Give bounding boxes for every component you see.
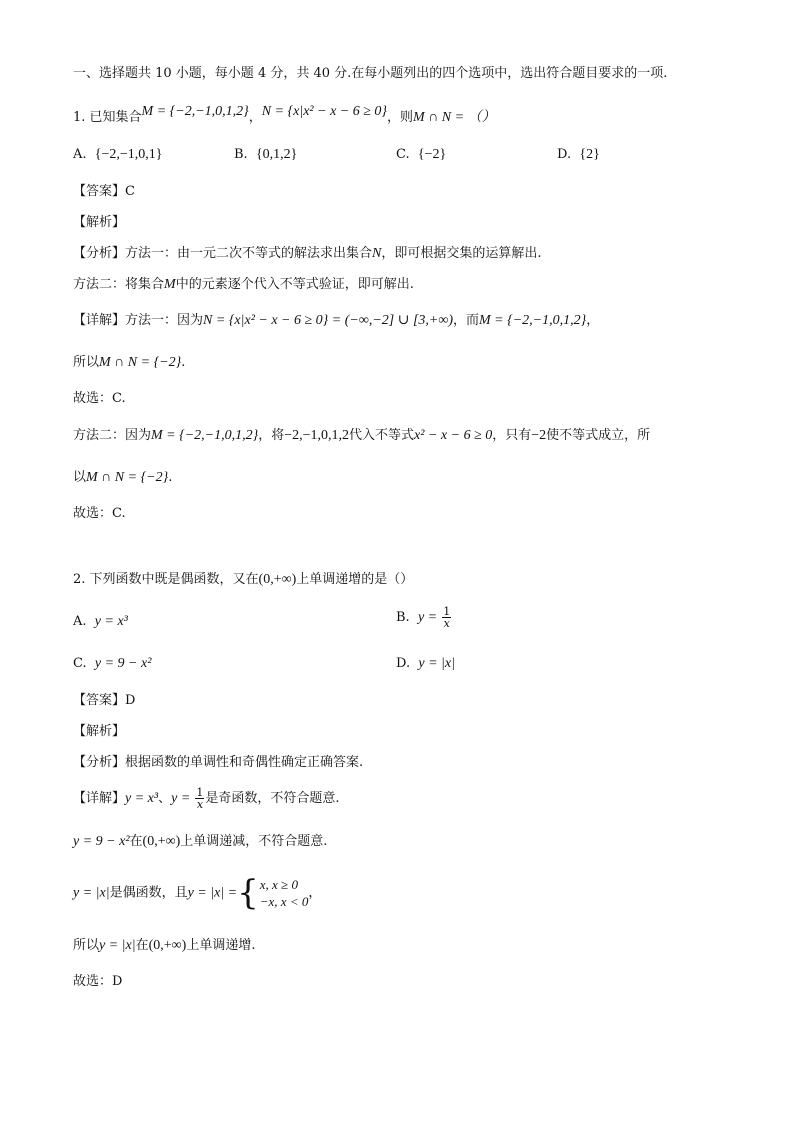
q2-case1: x, x ≥ 0	[259, 877, 298, 892]
q2-piecewise	[237, 873, 309, 913]
q1-m2-line2-b: .	[168, 470, 173, 485]
q1-method2-var: M	[164, 277, 176, 292]
q2-option-b-numerator: 1	[443, 605, 451, 618]
q2-line4-interval: (0,+∞)	[148, 938, 187, 953]
q1-answer	[73, 182, 135, 202]
q1-m2-line2-expr: M ∩ N = {−2}	[86, 470, 169, 485]
q2-option-b-pre: y =	[417, 610, 438, 625]
q2-line2-expr: y = 9 − x²	[73, 834, 130, 849]
q2-line4-b: 在	[135, 938, 149, 953]
q2-detail	[73, 787, 340, 810]
q2-detail-f2-pre: y =	[171, 791, 191, 806]
q2-analysis-tag-text: 【解析】	[73, 724, 126, 739]
q1-m2-line2	[73, 468, 172, 488]
section-header-text: 一、选择题共 10 小题，每小题 4 分，共 40 分.在每小题列出的四个选项中，选出符合题目要求的一项.	[73, 66, 668, 81]
q2-detail-f1: y = x³	[125, 791, 159, 806]
q2-line3-a: 是偶函数，且	[109, 885, 188, 901]
q2-option-b-denominator: x	[443, 617, 450, 630]
q2-answer-value: D	[125, 693, 136, 708]
q2-line4	[73, 936, 255, 956]
q1-m2-c: 代入不等式	[349, 428, 415, 443]
q1-choose1-text: 故选：C.	[73, 391, 126, 406]
q1-method2	[73, 275, 414, 295]
q1-analysis-tag-text: 【解析】	[73, 215, 126, 230]
q1-answer-tag: 【答案】	[73, 184, 126, 199]
q1-m2-a: 方法二：因为	[73, 428, 152, 443]
q1-option-d-text: {2}	[579, 147, 600, 162]
q2-option-c-label: C.	[73, 656, 87, 671]
q1-ask: M ∩ N = （）	[413, 110, 496, 125]
q2-option-d-label: D.	[396, 656, 411, 671]
q1-m2-m: M = {−2,−1,0,1,2}	[151, 428, 259, 443]
q1-comma: ，	[248, 110, 262, 125]
q1-method2-b: 中的元素逐个代入不等式验证，即可解出.	[175, 277, 414, 292]
q2-detail-sep: 、	[158, 791, 172, 806]
q1-m2-d: ，只有	[492, 428, 532, 443]
q2-option-b-label: B.	[396, 610, 410, 625]
q2-line4-c: 上单调递增.	[186, 938, 256, 953]
q2-choose	[73, 972, 122, 992]
q1-answer-value: C	[125, 184, 135, 199]
q1-detail-tag: 【详解】	[73, 313, 126, 328]
q1-choose2	[73, 504, 126, 524]
q2-analysis-tag	[73, 722, 125, 742]
q1-set-n: N = {x|x² − x − 6 ≥ 0}	[261, 104, 388, 119]
q2-line3	[73, 873, 322, 913]
q1-m2-ineq: x² − x − 6 ≥ 0	[414, 428, 493, 443]
q1-fenxi	[73, 244, 542, 264]
q1-m2-neg2: −2	[531, 428, 547, 443]
q2-line3-expr2: y = |x| =	[187, 885, 238, 901]
left-brace-icon: {	[237, 873, 259, 913]
q2-stem	[73, 570, 413, 590]
q2-fenxi-tag: 【分析】	[73, 755, 126, 770]
q1-detail-m: M = {−2,−1,0,1,2}	[479, 313, 587, 328]
q1-stem-suffix: ，则	[387, 110, 414, 125]
q2-choose-text: 故选：D	[73, 974, 123, 989]
q2-detail-fraction	[195, 787, 204, 810]
q1-choose1	[73, 389, 126, 409]
q2-option-a-label: A.	[73, 614, 87, 629]
q2-option-d	[396, 654, 455, 674]
q2-case2: −x, x < 0	[259, 894, 309, 909]
q1-analysis-tag	[73, 213, 125, 233]
q2-detail-tag: 【详解】	[73, 791, 126, 806]
q1-stem-prefix: 1. 已知集合	[73, 110, 142, 125]
q2-detail-denominator: x	[196, 798, 204, 811]
q1-set-m: M = {−2,−1,0,1,2}	[141, 104, 249, 119]
q2-stem-b: 上单调递增的是（）	[296, 572, 414, 587]
q1-choose2-text: 故选：C.	[73, 506, 126, 521]
q2-option-a	[73, 612, 128, 632]
q1-m2-e: 使不等式成立，所	[546, 428, 651, 443]
q2-detail-a: 是奇函数，不符合题意.	[205, 791, 340, 806]
q1-stem	[73, 104, 496, 128]
q2-line2-a: 在	[129, 834, 143, 849]
q2-option-a-text: y = x³	[94, 614, 128, 629]
q2-fenxi-text: 根据函数的单调性和奇偶性确定正确答案.	[125, 755, 364, 770]
q1-option-c	[396, 145, 446, 165]
q2-line4-a: 所以	[73, 938, 100, 953]
q1-fenxi-tag: 【分析】	[73, 246, 126, 261]
q2-option-c	[73, 654, 151, 674]
q1-detail-a: 方法一：因为	[125, 313, 204, 328]
q1-option-a-label: A.	[73, 147, 87, 162]
q1-option-d-label: D.	[557, 147, 572, 162]
q1-so-expr: M ∩ N = {−2}	[99, 355, 182, 370]
q2-line2	[73, 832, 327, 852]
q2-answer	[73, 691, 135, 711]
q2-line2-interval: (0,+∞)	[142, 834, 181, 849]
q1-so-a: 所以	[73, 355, 100, 370]
q1-option-b-label: B.	[234, 147, 248, 162]
q2-case-lines	[260, 876, 309, 910]
q2-line2-b: 上单调递减，不符合题意.	[180, 834, 328, 849]
q1-m2	[73, 426, 650, 446]
q1-m2-b: ，将	[258, 428, 285, 443]
q2-stem-a: 2. 下列函数中既是偶函数，又在	[73, 572, 259, 587]
q1-fenxi-var: N	[372, 246, 382, 261]
q2-answer-tag: 【答案】	[73, 693, 126, 708]
q1-option-a	[73, 145, 163, 165]
q1-so-b: .	[181, 355, 186, 370]
q2-option-b	[396, 606, 452, 629]
q2-option-d-text: y = |x|	[418, 656, 455, 671]
q1-m2-vals: −2,−1,0,1,2	[284, 428, 350, 443]
q2-line4-expr: y = |x|	[99, 938, 136, 953]
q1-m2-line2-a: 以	[73, 470, 87, 485]
q2-option-c-text: y = 9 − x²	[94, 656, 152, 671]
q1-fenxi-b: ，即可根据交集的运算解出.	[381, 246, 542, 261]
q2-line3-b: ，	[308, 885, 322, 901]
q1-option-c-label: C.	[396, 147, 410, 162]
q1-so	[73, 353, 185, 373]
q1-detail-c: ，	[586, 313, 600, 328]
q1-option-d	[557, 145, 600, 165]
q1-fenxi-a: 方法一：由一元二次不等式的解法求出集合	[125, 246, 373, 261]
q1-method2-a: 方法二：将集合	[73, 277, 165, 292]
q2-stem-interval: (0,+∞)	[258, 572, 297, 587]
q1-option-c-text: {−2}	[417, 147, 447, 162]
q1-option-b-text: {0,1,2}	[255, 147, 298, 162]
q2-detail-numerator: 1	[196, 786, 204, 799]
q1-option-a-text: {−2,−1,0,1}	[94, 147, 163, 162]
q1-option-b	[234, 145, 297, 165]
section-header	[73, 64, 667, 84]
q1-detail-expr: N = {x|x² − x − 6 ≥ 0} = (−∞,−2] ∪ [3,+∞)	[203, 313, 453, 328]
q1-detail-b: ，而	[452, 313, 479, 328]
q2-option-b-fraction	[442, 606, 451, 629]
q2-line3-expr: y = |x|	[73, 885, 110, 901]
q1-detail	[73, 311, 599, 331]
q2-fenxi	[73, 753, 363, 773]
